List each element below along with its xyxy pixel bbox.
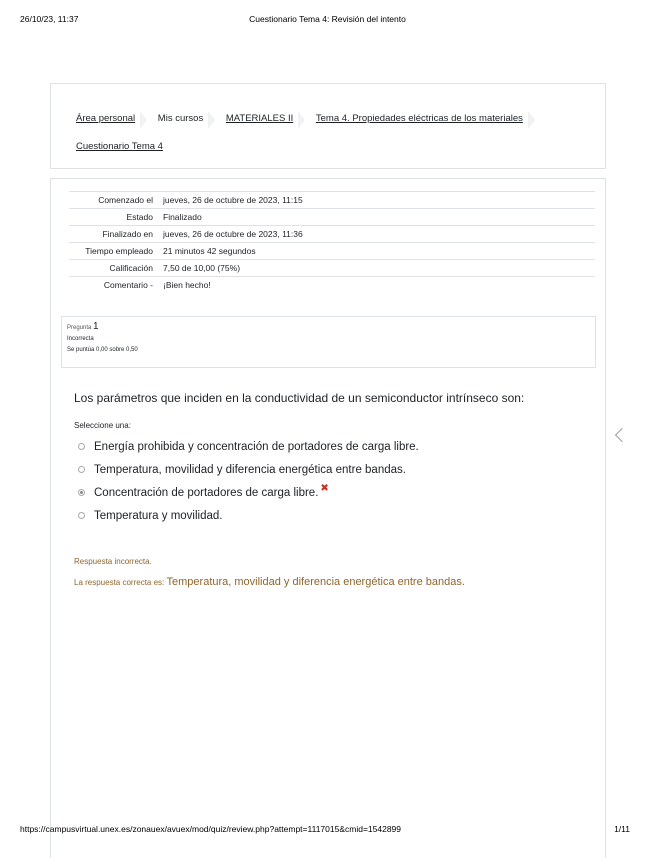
print-url: https://campusvirtual.unex.es/zonauex/avuex/mod/quiz/review.php?attempt=1117015&cmid=1542899 <box>20 824 402 834</box>
radio-checked-icon[interactable] <box>78 489 85 496</box>
chevron-left-icon[interactable] <box>615 428 629 442</box>
answer-option-label: Temperatura, movilidad y diferencia energética entre bandas. <box>94 463 406 476</box>
answer-options <box>78 435 419 527</box>
incorrect-x-icon: ✖ <box>320 483 329 494</box>
answer-option-label: Concentración de portadores de carga libre. <box>94 486 319 499</box>
answer-option-label: Temperatura y movilidad. <box>94 509 223 522</box>
feedback-correct-answer: La respuesta correcta es: Temperatura, movilidad y diferencia energética entre bandas. <box>74 576 465 588</box>
summary-row-started: Comenzado el jueves, 26 de octubre de 2023, 11:15 <box>69 192 595 209</box>
summary-row-finished: Finalizado en jueves, 26 de octubre de 2023, 11:36 <box>69 226 595 243</box>
breadcrumb-container <box>50 83 606 169</box>
answer-option-2[interactable] <box>78 458 419 481</box>
attempt-summary-table <box>69 191 595 293</box>
print-datetime: 26/10/23, 11:37 <box>20 14 79 24</box>
answer-option-4[interactable] <box>78 504 419 527</box>
radio-icon[interactable] <box>78 443 85 450</box>
question-info-box <box>61 316 596 368</box>
breadcrumb-item-tema4[interactable]: Tema 4. Propiedades eléctricas de los materiales <box>316 105 535 133</box>
answer-option-3[interactable] <box>78 481 419 504</box>
breadcrumb-item-area-personal[interactable]: Área personal <box>76 105 147 133</box>
question-grade: Se puntúa 0,00 sobre 0,50 <box>67 347 138 353</box>
summary-row-grade: Calificación 7,50 de 10,00 (75%) <box>69 260 595 277</box>
question-state: Incorrecta <box>67 336 94 342</box>
radio-icon[interactable] <box>78 466 85 473</box>
breadcrumb-item-mis-cursos[interactable]: Mis cursos <box>158 105 215 133</box>
print-doc-title: Cuestionario Tema 4: Revisión del intento <box>249 14 406 24</box>
feedback-incorrect: Respuesta incorrecta. <box>74 557 152 566</box>
breadcrumb-item-cuestionario[interactable]: Cuestionario Tema 4 <box>76 141 163 152</box>
breadcrumb-item-materiales[interactable]: MATERIALES II <box>226 105 305 133</box>
summary-row-time: Tiempo empleado 21 minutos 42 segundos <box>69 243 595 260</box>
answer-option-label: Energía prohibida y concentración de portadores de carga libre. <box>94 440 419 453</box>
quiz-review-region <box>50 178 606 858</box>
answer-option-1[interactable] <box>78 435 419 458</box>
summary-row-comment: Comentario - ¡Bien hecho! <box>69 277 595 294</box>
question-text: Los parámetros que inciden en la conductividad de un semiconductor intrínseco son: <box>74 391 525 405</box>
breadcrumb <box>76 105 585 161</box>
radio-icon[interactable] <box>78 512 85 519</box>
question-number: Pregunta 1 <box>67 321 99 332</box>
summary-row-state: Estado Finalizado <box>69 209 595 226</box>
question-feedback <box>74 557 465 588</box>
print-page-number: 1/11 <box>614 824 630 834</box>
answer-prompt: Seleccione una: <box>74 421 131 430</box>
